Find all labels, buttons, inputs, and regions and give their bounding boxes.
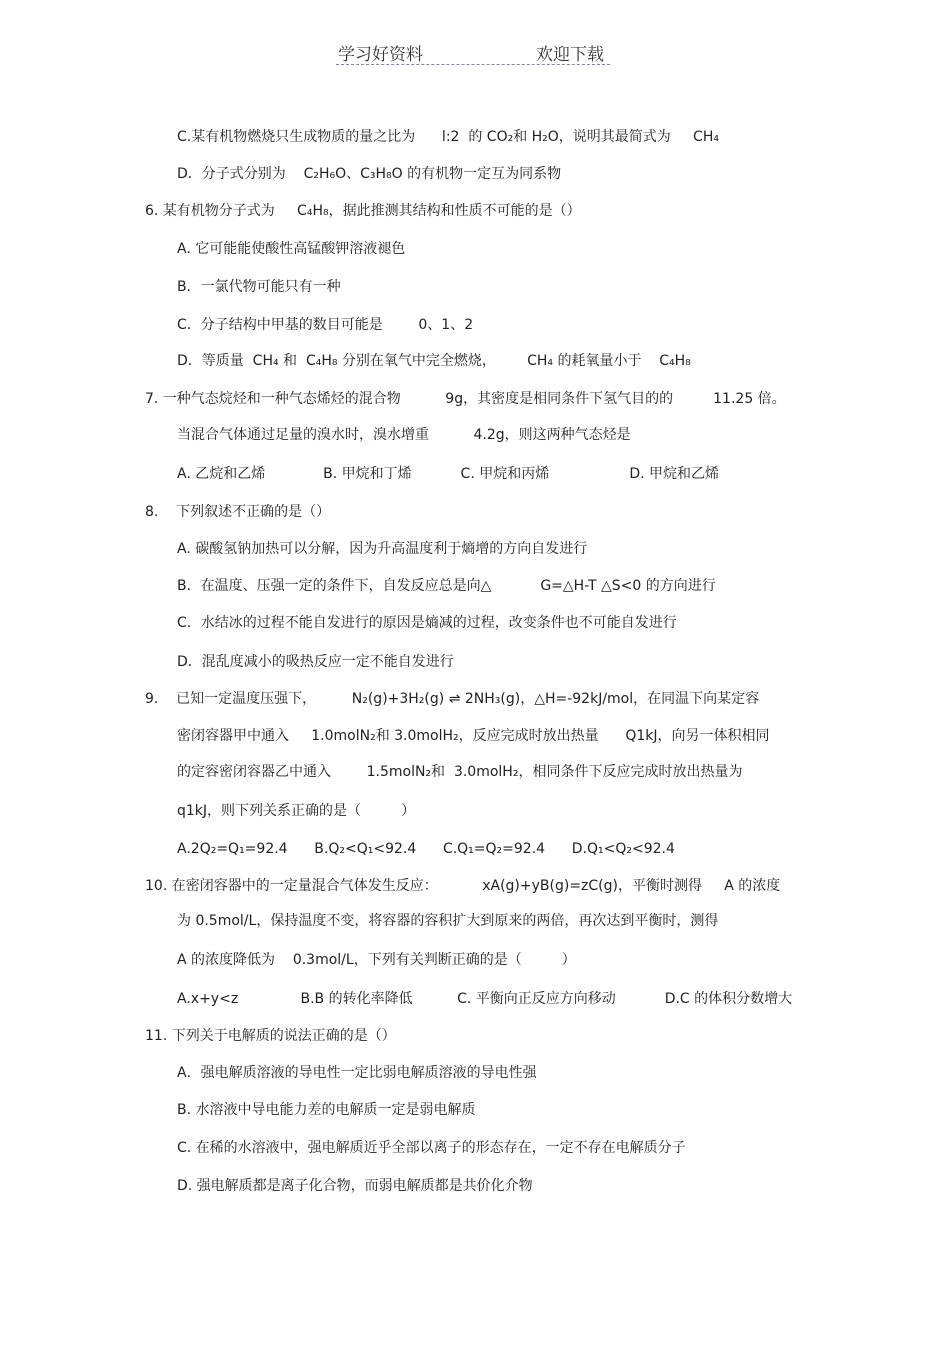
question-6: 6. 某有机物分子式为 C₄H₈，据此推测其结构和性质不可能的是（） [145, 203, 581, 219]
text-line: C.某有机物燃烧只生成物质的量之比为 l:2 的 CO₂和 H₂O，说明其最简式为 CH₄ [177, 129, 719, 145]
page-header-left: 学习好资料 [338, 45, 423, 65]
text-line: q1kJ，则下列关系正确的是（ ） [177, 803, 416, 819]
text-line: A. 碳酸氢钠加热可以分解，因为升高温度利于熵增的方向自发进行 [177, 541, 588, 557]
question-11: 11. 下列关于电解质的说法正确的是（） [145, 1028, 396, 1044]
text-line: 的定容密闭容器乙中通入 1.5molN₂和 3.0molH₂，相同条件下反应完成时放出热量为 [177, 764, 743, 780]
text-line: A. 乙烷和乙烯 B. 甲烷和丁烯 C. 甲烷和丙烯 D. 甲烷和乙烯 [177, 466, 719, 482]
text-line: C．水结冰的过程不能自发进行的原因是熵减的过程，改变条件也不可能自发进行 [177, 615, 677, 631]
text-line: C．分子结构中甲基的数目可能是 0、1、2 [177, 317, 474, 333]
header-divider [336, 64, 610, 65]
text-line: A.x+y<z B.B 的转化率降低 C. 平衡向正反应方向移动 D.C 的体积分数增大 [177, 991, 793, 1007]
text-line: D. 强电解质都是离子化合物，而弱电解质都是共价化介物 [177, 1178, 533, 1194]
text-line: A 的浓度降低为 0.3mol/L，下列有关判断正确的是（ ） [177, 952, 576, 968]
text-line: A．强电解质溶液的导电性一定比弱电解质溶液的导电性强 [177, 1065, 537, 1081]
text-line: D．混乱度减小的吸热反应一定不能自发进行 [177, 654, 454, 670]
text-line: B．一氯代物可能只有一种 [177, 279, 341, 295]
question-7: 7. 一种气态烷烃和一种气态烯烃的混合物 9g，其密度是相同条件下氢气目的的 11.25 倍。 [145, 391, 786, 407]
text-line: B. 水溶液中导电能力差的电解质一定是弱电解质 [177, 1102, 476, 1118]
text-line: B．在温度、压强一定的条件下，自发反应总是向△ G=△H-T △S<0 的方向进行 [177, 578, 716, 594]
question-10: 10. 在密闭容器中的一定量混合气体发生反应： xA(g)+yB(g)=zC(g)，平衡时测得 A 的浓度 [145, 878, 781, 894]
text-line: A. 它可能能使酸性高锰酸钾溶液褪色 [177, 241, 406, 257]
text-line: 为 0.5mol/L，保持温度不变，将容器的容积扩大到原来的两倍，再次达到平衡时，测得 [177, 913, 719, 929]
text-line: 密闭容器甲中通入 1.0molN₂和 3.0molH₂，反应完成时放出热量 Q1kJ，向另一体积相同 [177, 728, 770, 744]
text-line: A.2Q₂=Q₁=92.4 B.Q₂<Q₁<92.4 C.Q₁=Q₂=92.4 D.Q₁<Q₂<92.4 [177, 841, 675, 857]
text-line: C. 在稀的水溶液中，强电解质近乎全部以离子的形态存在，一定不存在电解质分子 [177, 1140, 686, 1156]
question-8: 8. 下列叙述不正确的是（） [145, 504, 331, 520]
question-9: 9. 已知一定温度压强下， N₂(g)+3H₂(g) ⇌ 2NH₃(g)，△H=-92kJ/mol，在同温下向某定容 [145, 691, 760, 707]
text-line: 当混合气体通过足量的溴水时，溴水增重 4.2g，则这两种气态烃是 [177, 427, 631, 443]
text-line: D．分子式分别为 C₂H₆O、C₃H₈O 的有机物一定互为同系物 [177, 166, 562, 182]
page-header-right: 欢迎下载 [536, 45, 604, 65]
text-line: D．等质量 CH₄ 和 C₄H₈ 分别在氧气中完全燃烧， CH₄ 的耗氧量小于 C₄H₈ [177, 353, 691, 369]
